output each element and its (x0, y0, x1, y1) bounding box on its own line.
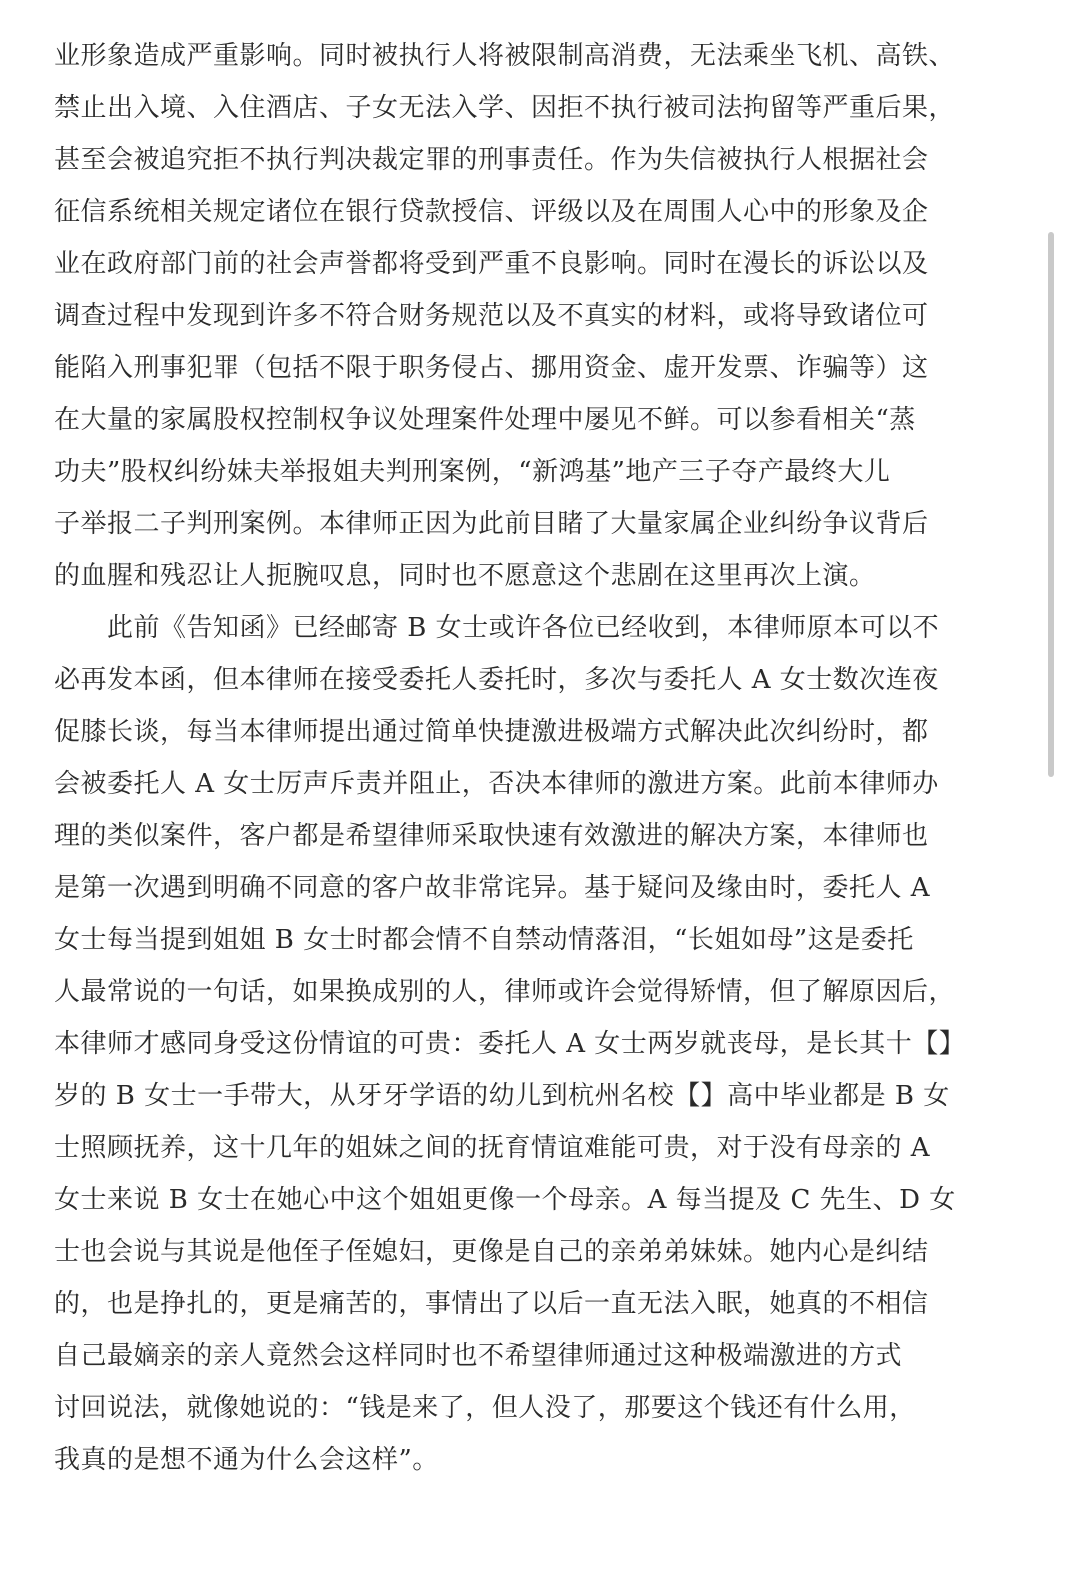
text-line: 的血腥和残忍让人扼腕叹息，同时也不愿意这个悲剧在这里再次上演。 (54, 561, 876, 591)
text-line: 是第一次遇到明确不同意的客户故非常诧异。基于疑问及缘由时，委托人 A (54, 873, 931, 903)
text-line: 人最常说的一句话，如果换成别的人，律师或许会觉得矫情，但了解原因后， (54, 977, 956, 1007)
text-line: 征信系统相关规定诸位在银行贷款授信、评级以及在周围人心中的形象及企 (54, 197, 929, 227)
text-line: 调查过程中发现到许多不符合财务规范以及不真实的材料，或将导致诸位可 (54, 301, 929, 331)
text-line: 功夫”股权纠纷妹夫举报姐夫判刑案例，“新鸿基”地产三子夺产最终大儿 (54, 457, 891, 487)
text-line: 的，也是挣扎的，更是痛苦的，事情出了以后一直无法入眠，她真的不相信 (54, 1289, 929, 1319)
vertical-scrollbar[interactable] (1048, 232, 1054, 777)
text-line: 必再发本函，但本律师在接受委托人委托时，多次与委托人 A 女士数次连夜 (54, 665, 939, 695)
text-line: 讨回说法，就像她说的：“钱是来了，但人没了，那要这个钱还有什么用， (54, 1393, 916, 1423)
text-line: 子举报二子判刑案例。本律师正因为此前目睹了大量家属企业纠纷争议背后 (54, 509, 929, 539)
text-line: 禁止出入境、入住酒店、子女无法入学、因拒不执行被司法拘留等严重后果， (54, 93, 956, 123)
text-line: 业形象造成严重影响。同时被执行人将被限制高消费，无法乘坐飞机、高铁、 (54, 41, 956, 71)
text-line: 士也会说与其说是他侄子侄媳妇，更像是自己的亲弟弟妹妹。她内心是纠结 (54, 1237, 929, 1267)
text-line: 女士每当提到姐姐 B 女士时都会情不自禁动情落泪，“长姐如母”这是委托 (54, 925, 914, 955)
text-line: 本律师才感同身受这份情谊的可贵：委托人 A 女士两岁就丧母，是长其十【】 (54, 1029, 966, 1059)
text-line: 自己最嫡亲的亲人竟然会这样同时也不希望律师通过这种极端激进的方式 (54, 1341, 903, 1371)
text-line: 能陷入刑事犯罪（包括不限于职务侵占、挪用资金、虚开发票、诈骗等）这 (54, 353, 929, 383)
text-line: 在大量的家属股权控制权争议处理案件处理中屡见不鲜。可以参看相关“蒸 (54, 405, 916, 435)
text-line: 甚至会被追究拒不执行判决裁定罪的刑事责任。作为失信被执行人根据社会 (54, 145, 929, 175)
text-line: 女士来说 B 女士在她心中这个姐姐更像一个母亲。A 每当提及 C 先生、D 女 (54, 1185, 956, 1215)
text-line: 我真的是想不通为什么会这样”。 (54, 1445, 439, 1475)
text-line: 促膝长谈，每当本律师提出通过简单快捷激进极端方式解决此次纠纷时，都 (54, 717, 929, 747)
paragraph-start-line: 此前《告知函》已经邮寄 B 女士或许各位已经收到，本律师原本可以不 (54, 613, 940, 643)
text-line: 会被委托人 A 女士厉声斥责并阻止，否决本律师的激进方案。此前本律师办 (54, 769, 939, 799)
text-line: 理的类似案件，客户都是希望律师采取快速有效激进的解决方案，本律师也 (54, 821, 929, 851)
text-line: 士照顾抚养，这十几年的姐妹之间的抚育情谊难能可贵，对于没有母亲的 A (54, 1133, 931, 1163)
text-line: 业在政府部门前的社会声誉都将受到严重不良影响。同时在漫长的诉讼以及 (54, 249, 929, 279)
text-line: 岁的 B 女士一手带大，从牙牙学语的幼儿到杭州名校【】高中毕业都是 B 女 (54, 1081, 950, 1111)
